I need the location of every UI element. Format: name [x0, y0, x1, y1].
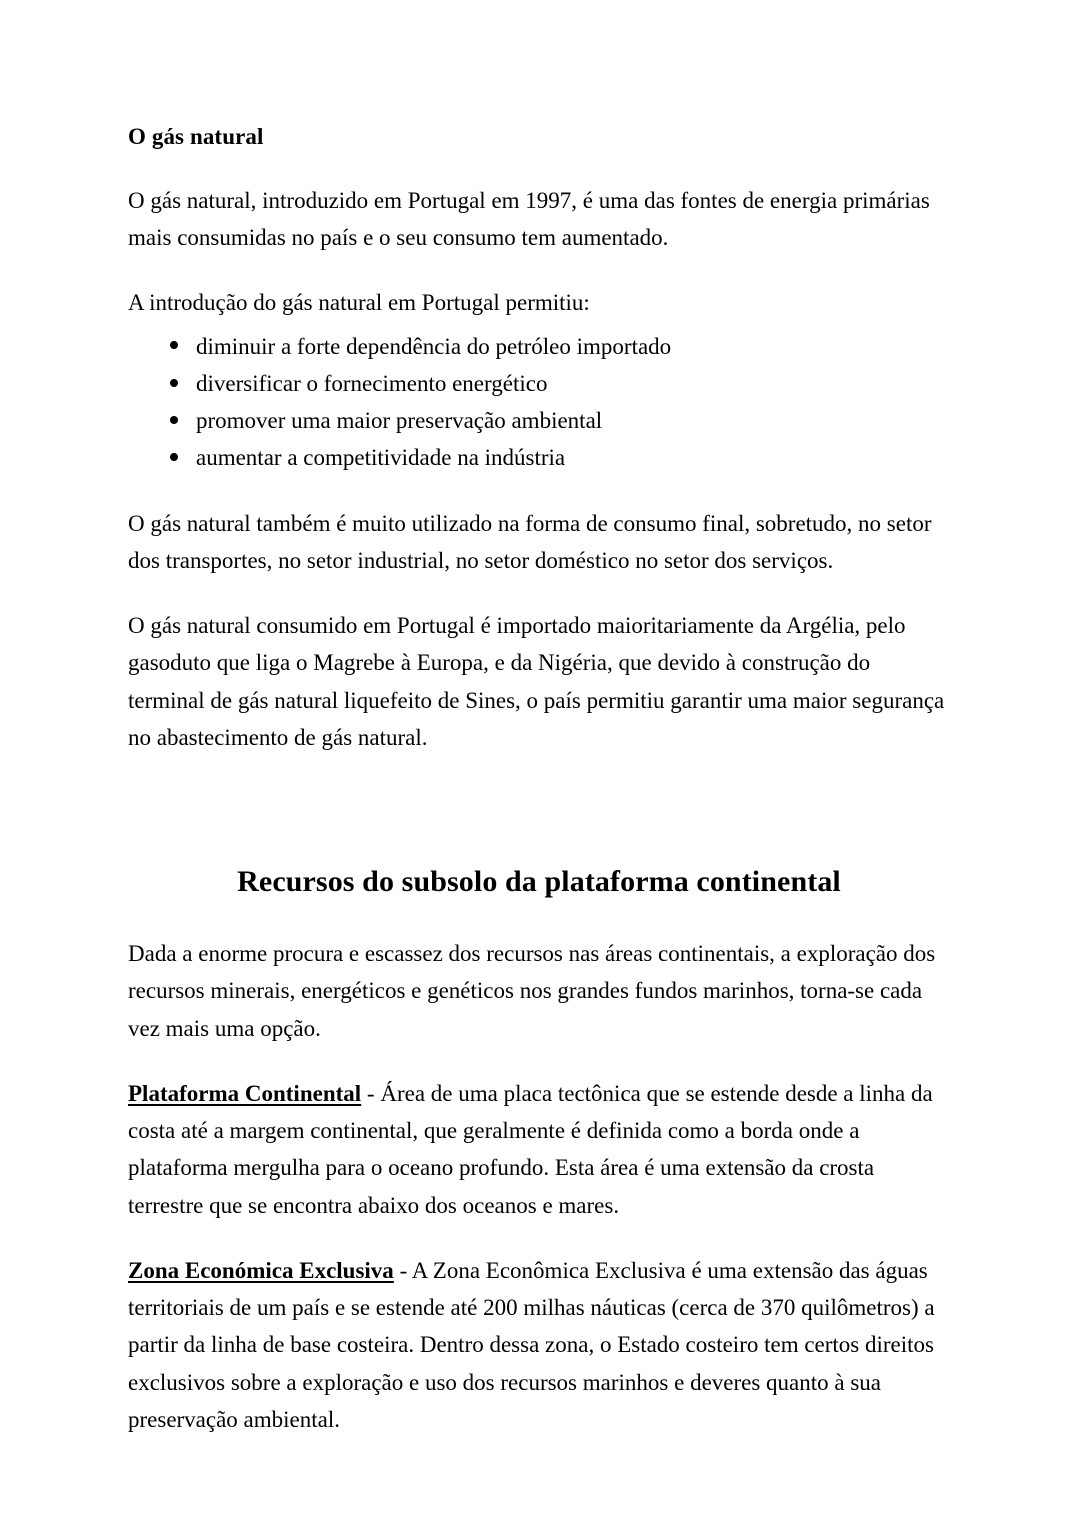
bullet-dot-icon — [170, 341, 178, 349]
section-spacer — [128, 784, 950, 862]
document-body — [128, 122, 950, 1438]
definition-separator: - — [361, 1080, 381, 1106]
list-item — [128, 439, 950, 476]
bullet-dot-icon — [170, 453, 178, 461]
definition-zona-economica-exclusiva — [128, 1252, 950, 1438]
list-item — [128, 365, 950, 402]
list-item-label: aumentar a competitividade na indústria — [196, 445, 566, 471]
benefits-bullet-list — [128, 328, 950, 477]
definition-term: Zona Económica Exclusiva — [128, 1257, 394, 1283]
paragraph-recursos-intro: Dada a enorme procura e escassez dos recursos nas áreas continentais, a exploração dos recursos minerais, energéticos e genéticos nos grandes fundos marinhos, torna-se cada vez mais uma opção. — [128, 941, 936, 1041]
paragraph-importacao: O gás natural consumido em Portugal é importado maioritariamente da Argélia, pelo gasoduto que liga o Magrebe à Europa, e da Nigéria, que devido à construção do terminal de gás natural liquefeito de Sines, o país permitiu garantir uma maior segurança no abastecimento de gás natural. — [128, 613, 945, 750]
section-heading-recursos-subsolo: Recursos do subsolo da plataforma continental — [237, 865, 841, 899]
list-item — [128, 328, 950, 365]
definition-plataforma-continental — [128, 1075, 950, 1224]
list-item-label: diminuir a forte dependência do petróleo importado — [196, 333, 672, 359]
definition-term: Plataforma Continental — [128, 1080, 362, 1106]
list-item — [128, 402, 950, 439]
paragraph-list-lead: A introdução do gás natural em Portugal permitiu: — [128, 290, 590, 316]
list-item-label: promover uma maior preservação ambiental — [196, 408, 603, 434]
paragraph-gas-intro: O gás natural, introduzido em Portugal em 1997, é uma das fontes de energia primárias mais consumidas no país e o seu consumo tem aumentado. — [128, 187, 930, 251]
section-heading-gas-natural: O gás natural — [128, 124, 264, 149]
bullet-dot-icon — [170, 379, 178, 387]
list-item-label: diversificar o fornecimento energético — [196, 370, 548, 396]
definition-text: Área de uma placa tectônica que se estende desde a linha da costa até a margem continental, que geralmente é definida como a borda onde a plataforma mergulha para o oceano profundo. Esta área é uma extensão da crosta terrestre que se encontra abaixo dos oceanos e mares. — [128, 1080, 933, 1218]
bullet-dot-icon — [170, 416, 178, 424]
paragraph-consumo-final: O gás natural também é muito utilizado na forma de consumo final, sobretudo, no setor dos transportes, no setor industrial, no setor doméstico no setor dos serviços. — [128, 510, 932, 573]
definition-separator: - — [393, 1257, 412, 1283]
definition-text: A Zona Econômica Exclusiva é uma extensão das águas territoriais de um país e se estende até 200 milhas náuticas (cerca de 370 quilômetros) a partir da linha de base costeira. Dentro dessa zona, o Estado costeiro tem certos direitos exclusivos sobre a exploração e uso dos recursos marinhos e deveres quanto à sua preservação ambiental. — [128, 1257, 935, 1432]
